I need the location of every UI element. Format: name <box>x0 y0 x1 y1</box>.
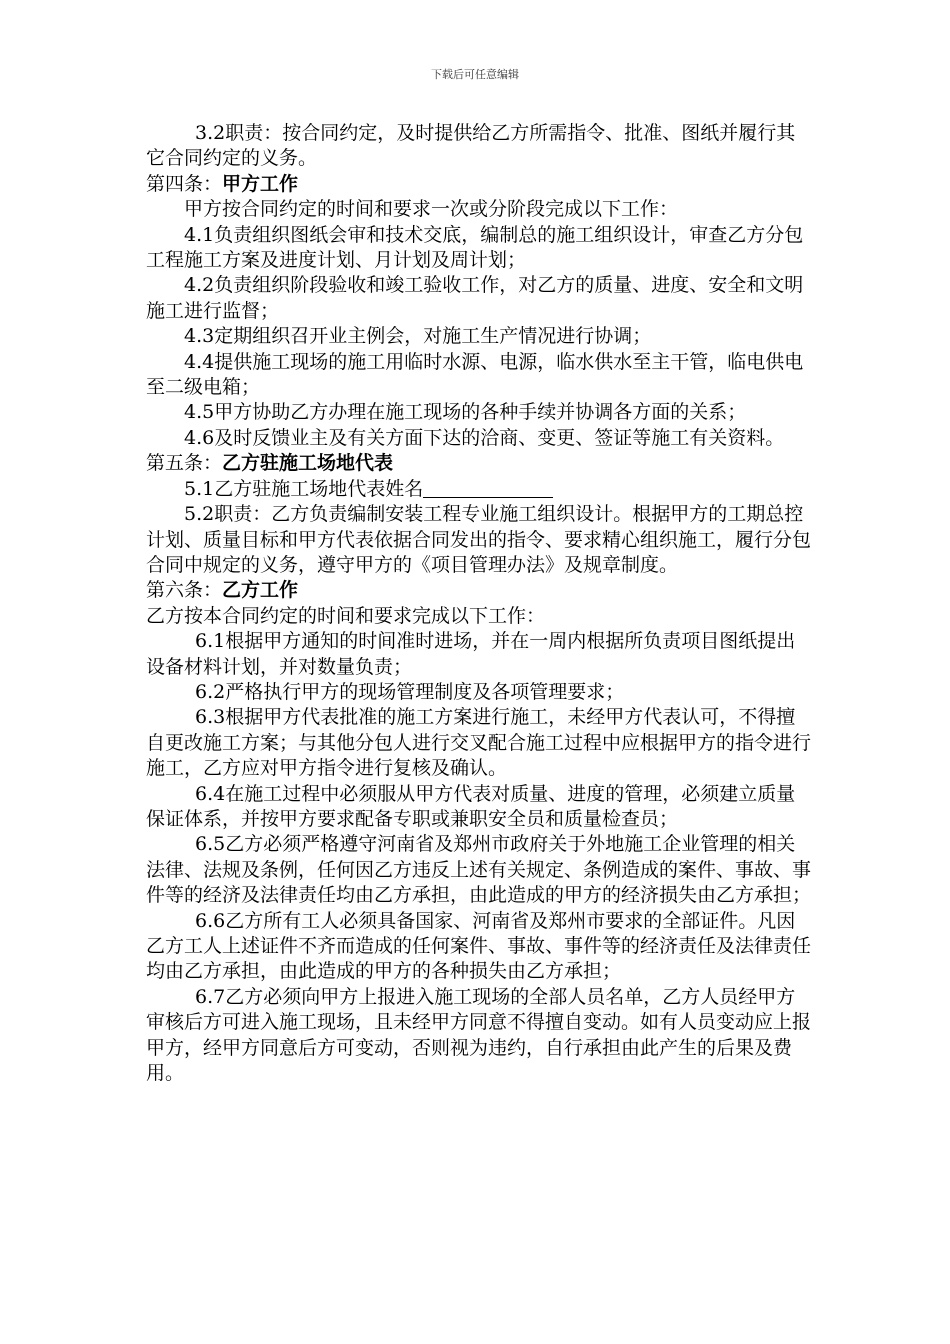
section-heading-4-prefix: 第四条： <box>146 172 223 195</box>
clause-6-2: 6.2严格执行甲方的现场管理制度及各项管理要求； <box>195 680 625 703</box>
section-heading-5 <box>146 451 814 476</box>
clause-5-2: 5.2职责：乙方负责编制安装工程专业施工组织设计。根据甲方的工期总控计划、质量目标和甲方代表依据合同发出的指令、要求精心组织施工，履行分包合同中规定的义务，遵守甲方的《项目管理办法》及规章制度。 <box>146 503 812 576</box>
document-body <box>146 121 814 1086</box>
clause-3-2: 3.2职责：按合同约定，及时提供给乙方所需指令、批准、图纸并履行其它合同约定的义务。 <box>146 122 796 170</box>
clause-5-1-text: 5.1乙方驻施工场地代表姓名 <box>184 477 424 500</box>
header-note: 下载后可任意编辑 <box>431 68 519 81</box>
section-heading-5-title: 乙方驻施工场地代表 <box>222 452 394 475</box>
section-heading-5-prefix: 第五条： <box>146 452 223 475</box>
clause-4-4: 4.4提供施工现场的施工用临时水源、电源，临水供水至主干管，临电供电至二级电箱； <box>146 350 804 399</box>
clause-5-1 <box>146 477 814 502</box>
clause-4-6: 4.6及时反馈业主及有关方面下达的洽商、变更、签证等施工有关资料。 <box>184 426 785 449</box>
section-heading-6-title: 乙方工作 <box>222 579 299 602</box>
section-heading-4 <box>146 172 814 197</box>
section-heading-4-title: 甲方工作 <box>222 172 299 195</box>
clause-6-3: 6.3根据甲方代表批准的施工方案进行施工，未经甲方代表认可，不得擅自更改施工方案；与其他分包人进行交叉配合施工过程中应根据甲方的指令进行施工，乙方应对甲方指令进行复核及确认。 <box>146 706 812 780</box>
clause-4-1: 4.1负责组织图纸会审和技术交底，编制总的施工组织设计，审查乙方分包工程施工方案及进度计划、月计划及周计划； <box>146 223 804 272</box>
clause-4-3: 4.3定期组织召开业主例会，对施工生产情况进行协调； <box>184 325 652 348</box>
clause-6-5: 6.5乙方必须严格遵守河南省及郑州市政府关于外地施工企业管理的相关法律、法规及条例，任何因乙方违反上述有关规定、条例造成的案件、事故、事件等的经济及法律责任均由乙方承担，由此造成的甲方的经济损失由乙方承担； <box>146 833 812 907</box>
clause-6-6: 6.6乙方所有工人必须具备国家、河南省及郑州市要求的全部证件。凡因乙方工人上述证件不齐而造成的任何案件、事故、事件等的经济责任及法律责任均由乙方承担，由此造成的甲方的各种损失由乙方承担； <box>146 909 812 983</box>
section-heading-6-prefix: 第六条： <box>146 579 223 602</box>
clause-4-2: 4.2负责组织阶段验收和竣工验收工作，对乙方的质量、进度、安全和文明施工进行监督； <box>146 274 804 322</box>
clause-6-4: 6.4在施工过程中必须服从甲方代表对质量、进度的管理，必须建立质量保证体系，并按甲方要求配备专职或兼职安全员和质量检查员； <box>146 782 796 830</box>
section-4-intro: 甲方按合同约定的时间和要求一次或分阶段完成以下工作： <box>184 198 679 221</box>
section-6-intro: 乙方按本合同约定的时间和要求完成以下工作： <box>146 604 546 627</box>
section-heading-6 <box>146 578 814 603</box>
clause-6-7: 6.7乙方必须向甲方上报进入施工现场的全部人员名单，乙方人员经甲方审核后方可进入施工现场，且未经甲方同意不得擅自变动。如有人员变动应上报甲方，经甲方同意后方可变动，否则视为违约，自行承担由此产生的后果及费用。 <box>146 985 812 1085</box>
clause-4-5: 4.5甲方协助乙方办理在施工现场的各种手续并协调各方面的关系； <box>184 401 747 424</box>
clause-6-1: 6.1根据甲方通知的时间准时进场，并在一周内根据所负责项目图纸提出设备材料计划，并对数量负责； <box>146 630 796 678</box>
representative-name-blank <box>423 479 553 498</box>
